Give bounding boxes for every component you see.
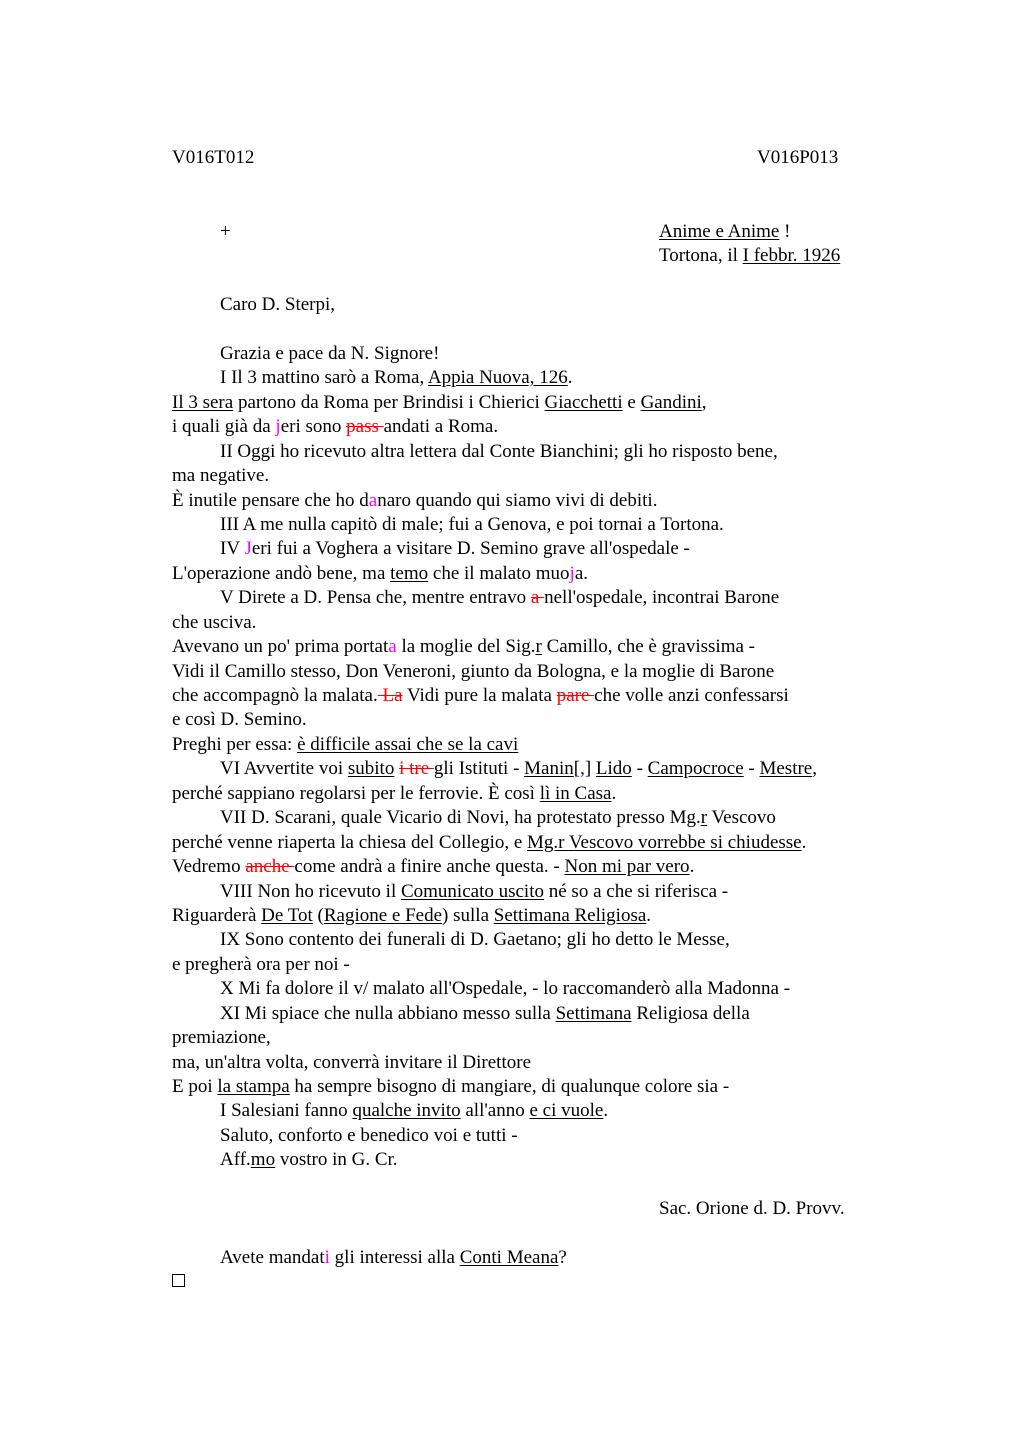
deleted-text: a — [530, 587, 545, 608]
text-segment: eri sono — [280, 416, 347, 437]
text-segment: ( — [312, 905, 324, 926]
text-segment: ) sulla — [442, 905, 494, 926]
cross-mark: + — [220, 221, 231, 242]
text-segment: Avevano un po' prima portat — [172, 636, 389, 657]
text-line — [172, 415, 498, 439]
text-segment: . — [611, 783, 617, 804]
text-line — [172, 953, 350, 977]
text-segment: . — [689, 856, 695, 877]
text-line — [172, 782, 616, 806]
underlined-text: Settimana Religiosa — [493, 905, 647, 926]
text-segment: eri fui a Voghera a visitare D. Semino grave all'ospedale - — [251, 538, 690, 559]
text-line — [172, 1026, 271, 1050]
underlined-text: r — [535, 636, 542, 657]
text-line — [220, 977, 790, 1001]
text-segment: - — [743, 758, 760, 779]
highlighted-text: , — [580, 758, 585, 779]
underlined-text: [ — [573, 758, 581, 779]
text-line — [172, 684, 789, 708]
motto: Anime e Anime — [659, 221, 780, 242]
text-segment: . — [567, 367, 573, 388]
underlined-text: Comunicato uscito — [400, 881, 544, 902]
text-segment: e pregherà ora per noi - — [172, 954, 350, 975]
text-segment: nell'ospedale, incontrai Barone — [544, 587, 780, 608]
underlined-text: Mg.r Vescovo vorrebbe si chiudesse — [527, 832, 802, 853]
underlined-text: mo — [250, 1149, 276, 1170]
place: Tortona, il — [659, 245, 743, 266]
text-line — [220, 880, 728, 904]
text-segment: L'operazione andò bene, ma — [172, 563, 391, 584]
text-segment: , — [812, 758, 817, 779]
text-segment: VI Avvertite voi — [220, 758, 348, 779]
underlined-text: Il 3 sera — [172, 392, 234, 413]
text-segment: a. — [574, 563, 589, 584]
text-line — [172, 708, 307, 732]
text-line — [172, 391, 707, 415]
text-segment: È inutile pensare che ho d — [172, 490, 369, 511]
underlined-text: Ragione e Fede — [323, 905, 443, 926]
motto-line — [659, 220, 790, 244]
text-segment: . — [646, 905, 652, 926]
text-line — [220, 1002, 750, 1026]
text-line — [220, 1099, 608, 1123]
highlighted-text: j — [569, 563, 575, 584]
text-line — [172, 489, 657, 513]
text-segment: ma, un'altra volta, converrà invitare il Direttore — [172, 1052, 531, 1073]
text-segment: e — [622, 392, 641, 413]
checkbox-square — [172, 1274, 185, 1287]
text-segment: - — [631, 758, 648, 779]
text-line — [172, 904, 651, 928]
underlined-text: ] — [584, 758, 592, 779]
underlined-text: Manin — [524, 758, 574, 779]
text-segment: I Salesiani fanno — [220, 1100, 353, 1121]
text-line — [172, 611, 256, 635]
text-segment: IV — [220, 538, 245, 559]
text-segment: gli Istituti - — [433, 758, 525, 779]
underlined-text: Settimana — [555, 1003, 632, 1024]
text-segment: Riguarderà — [172, 905, 262, 926]
underlined-text: Lido — [595, 758, 632, 779]
text-segment: X Mi fa dolore il v/ malato all'Ospedale, - lo raccomanderò alla Madonna - — [220, 978, 791, 999]
highlighted-text: i — [324, 1247, 330, 1268]
text-segment: che il malato muo — [428, 563, 570, 584]
text-line — [220, 366, 573, 390]
text-line — [659, 1197, 845, 1221]
deleted-text: La — [377, 685, 403, 706]
place-date-line — [659, 244, 840, 268]
text-segment: Preghi per essa: — [172, 734, 298, 755]
text-line — [220, 293, 335, 317]
underlined-text: Mestre — [759, 758, 813, 779]
text-line — [172, 831, 806, 855]
text-segment: e così D. Semino. — [172, 709, 307, 730]
text-line — [172, 562, 588, 586]
highlighted-text: a — [368, 490, 378, 511]
text-segment: , — [701, 392, 707, 413]
text-segment: VIII Non ho ricevuto il — [220, 881, 401, 902]
text-segment: i quali già da — [172, 416, 276, 437]
text-segment: all'anno — [460, 1100, 530, 1121]
text-segment: E poi — [172, 1076, 218, 1097]
text-segment: Vedremo — [172, 856, 246, 877]
underlined-text: subito — [347, 758, 395, 779]
text-segment: Saluto, conforto e benedico voi e tutti - — [220, 1125, 518, 1146]
text-segment: gli interessi alla — [329, 1247, 460, 1268]
deleted-text: pare — [556, 685, 595, 706]
text-segment: che accompagnò la malata. — [172, 685, 378, 706]
text-segment: VII D. Scarani, quale Vicario di Novi, ha protestato presso Mg. — [220, 807, 701, 828]
underlined-text: Conti Meana — [459, 1247, 559, 1268]
underlined-text: Campocroce — [647, 758, 744, 779]
document-code-left: V016T012 — [172, 147, 255, 168]
underlined-text: Non mi par vero — [564, 856, 690, 877]
text-segment: ma negative. — [172, 465, 270, 486]
highlighted-text: J — [244, 538, 252, 559]
text-segment: . — [603, 1100, 609, 1121]
text-line — [220, 757, 817, 781]
text-line — [172, 660, 774, 684]
text-segment: Avete mandat — [220, 1247, 325, 1268]
text-line — [172, 1051, 531, 1075]
text-line — [172, 733, 518, 757]
text-line — [220, 513, 724, 537]
text-line — [220, 1124, 518, 1148]
text-line — [172, 635, 755, 659]
deleted-text: anche — [245, 856, 295, 877]
text-line — [220, 342, 439, 366]
text-segment: II Oggi ho ricevuto altra lettera dal Conte Bianchini; gli ho risposto bene, — [220, 441, 778, 462]
text-segment: ? — [558, 1247, 567, 1268]
text-segment: naro quando qui siamo vivi di debiti. — [377, 490, 658, 511]
text-segment: vostro in G. Cr. — [275, 1149, 398, 1170]
text-line — [220, 928, 730, 952]
text-segment: . — [801, 832, 807, 853]
underlined-text: lì in Casa — [539, 783, 612, 804]
underlined-text: è difficile assai che se la cavi — [297, 734, 519, 755]
text-segment: partono da Roma per Brindisi i Chierici — [233, 392, 545, 413]
letter-date: I febbr. 1926 — [742, 245, 841, 266]
text-segment: I Il 3 mattino sarò a Roma, — [220, 367, 428, 388]
text-segment: come andrà a finire anche questa. - — [294, 856, 565, 877]
text-segment: Sac. Orione d. D. Provv. — [659, 1198, 845, 1219]
text-segment: ha sempre bisogno di mangiare, di qualunque colore sia - — [289, 1076, 730, 1097]
text-segment: Vidi il Camillo stesso, Don Veneroni, giunto da Bologna, e la moglie di Barone — [172, 661, 775, 682]
text-segment: la moglie del Sig. — [396, 636, 536, 657]
deleted-text: i tre — [399, 758, 434, 779]
text-segment: IX Sono contento dei funerali di D. Gaetano; gli ho detto le Messe, — [220, 929, 730, 950]
underlined-text: r — [700, 807, 708, 828]
text-line — [220, 806, 776, 830]
text-line — [220, 537, 690, 561]
text-segment: V Direte a D. Pensa che, mentre entravo — [220, 587, 531, 608]
underlined-text: Gandini — [640, 392, 702, 413]
text-segment: Camillo, che è gravissima - — [541, 636, 755, 657]
text-line — [172, 855, 694, 879]
underlined-text: la stampa — [217, 1076, 290, 1097]
text-line — [172, 1075, 729, 1099]
text-segment: Grazia e pace da N. Signore! — [220, 343, 440, 364]
text-segment: perché venne riaperta la chiesa del Collegio, e — [172, 832, 528, 853]
underlined-text: Giacchetti — [544, 392, 623, 413]
text-line — [220, 440, 778, 464]
text-segment: che usciva. — [172, 612, 257, 633]
motto-exclamation: ! — [779, 221, 791, 242]
underlined-text: qualche invito — [352, 1100, 461, 1121]
text-segment: andati a Roma. — [383, 416, 499, 437]
text-segment: Aff. — [220, 1149, 251, 1170]
text-segment: premiazione, — [172, 1027, 271, 1048]
text-segment: che volle anzi confessarsi — [594, 685, 789, 706]
underlined-text: Appia Nuova, 126 — [427, 367, 568, 388]
text-segment: Vidi pure la malata — [402, 685, 557, 706]
text-segment: perché sappiano regolarsi per le ferrovie. È così — [172, 783, 540, 804]
text-segment: Religiosa della — [631, 1003, 750, 1024]
highlighted-text: a — [388, 636, 397, 657]
text-segment: né so a che si riferisca - — [544, 881, 729, 902]
underlined-text: De Tot — [261, 905, 313, 926]
text-line — [172, 464, 269, 488]
text-segment: Vescovo — [707, 807, 776, 828]
text-segment: Caro D. Sterpi, — [220, 294, 336, 315]
underlined-text: e ci vuole — [529, 1100, 604, 1121]
text-line — [220, 1148, 398, 1172]
deleted-text: pass — [346, 416, 384, 437]
text-segment: III A me nulla capitò di male; fui a Genova, e poi tornai a Tortona. — [220, 514, 724, 535]
document-code-right: V016P013 — [757, 147, 839, 168]
highlighted-text: j — [275, 416, 281, 437]
text-line — [220, 586, 779, 610]
text-line — [220, 1246, 567, 1270]
text-segment: XI Mi spiace che nulla abbiano messo sulla — [220, 1003, 556, 1024]
underlined-text: temo — [390, 563, 429, 584]
